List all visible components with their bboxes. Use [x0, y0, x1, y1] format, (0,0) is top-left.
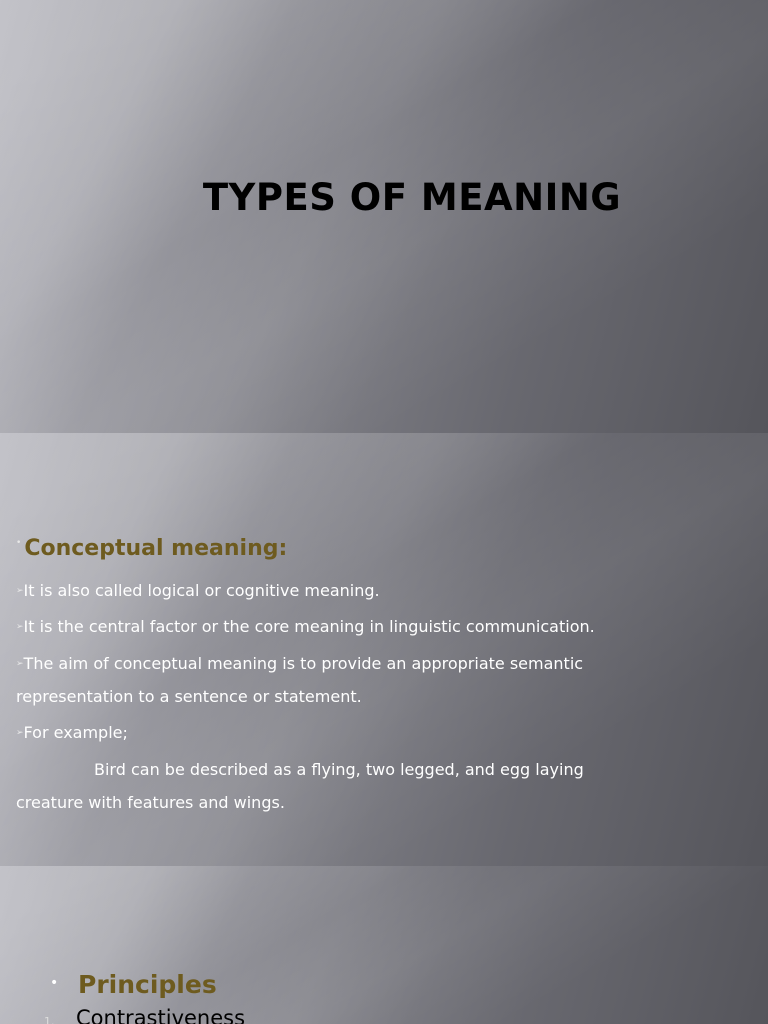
conceptual-heading: Conceptual meaning: — [24, 536, 288, 561]
bullet-line-1 — [16, 581, 380, 600]
bullet-icon: • — [50, 974, 59, 991]
bullet-icon: • — [16, 537, 22, 548]
example-continuation-line: creature with features and wings. — [16, 793, 285, 812]
bullet-line-2 — [16, 617, 595, 636]
item-number: 1. — [44, 1015, 55, 1024]
principles-heading-row — [50, 970, 217, 999]
arrow-bullet-icon: ➢ — [16, 622, 24, 632]
bullet-line-text: It is also called logical or cognitive meaning. — [23, 581, 380, 600]
example-line: Bird can be described as a flying, two legged, and egg laying — [94, 760, 584, 779]
arrow-bullet-icon: ➢ — [16, 586, 24, 596]
item-text: Contrastiveness — [76, 1006, 246, 1024]
principles-heading: Principles — [78, 970, 217, 999]
bullet-line-text: For example; — [23, 723, 128, 742]
slide-title — [0, 0, 768, 433]
principle-item — [44, 1006, 245, 1024]
arrow-bullet-icon: ➢ — [16, 728, 24, 738]
arrow-bullet-icon: ➢ — [16, 659, 24, 669]
continuation-line: representation to a sentence or statement. — [16, 687, 362, 706]
bullet-line-text: It is the central factor or the core meaning in linguistic communication. — [23, 617, 595, 636]
slide-conceptual-meaning — [0, 433, 768, 866]
slide-principles — [0, 866, 768, 1024]
bullet-line-4 — [16, 723, 128, 742]
bullet-line-text: The aim of conceptual meaning is to provide an appropriate semantic — [23, 654, 584, 673]
conceptual-heading-row — [16, 536, 287, 561]
bullet-line-3 — [16, 654, 583, 673]
slide-title-text: TYPES OF MEANING — [202, 176, 622, 219]
